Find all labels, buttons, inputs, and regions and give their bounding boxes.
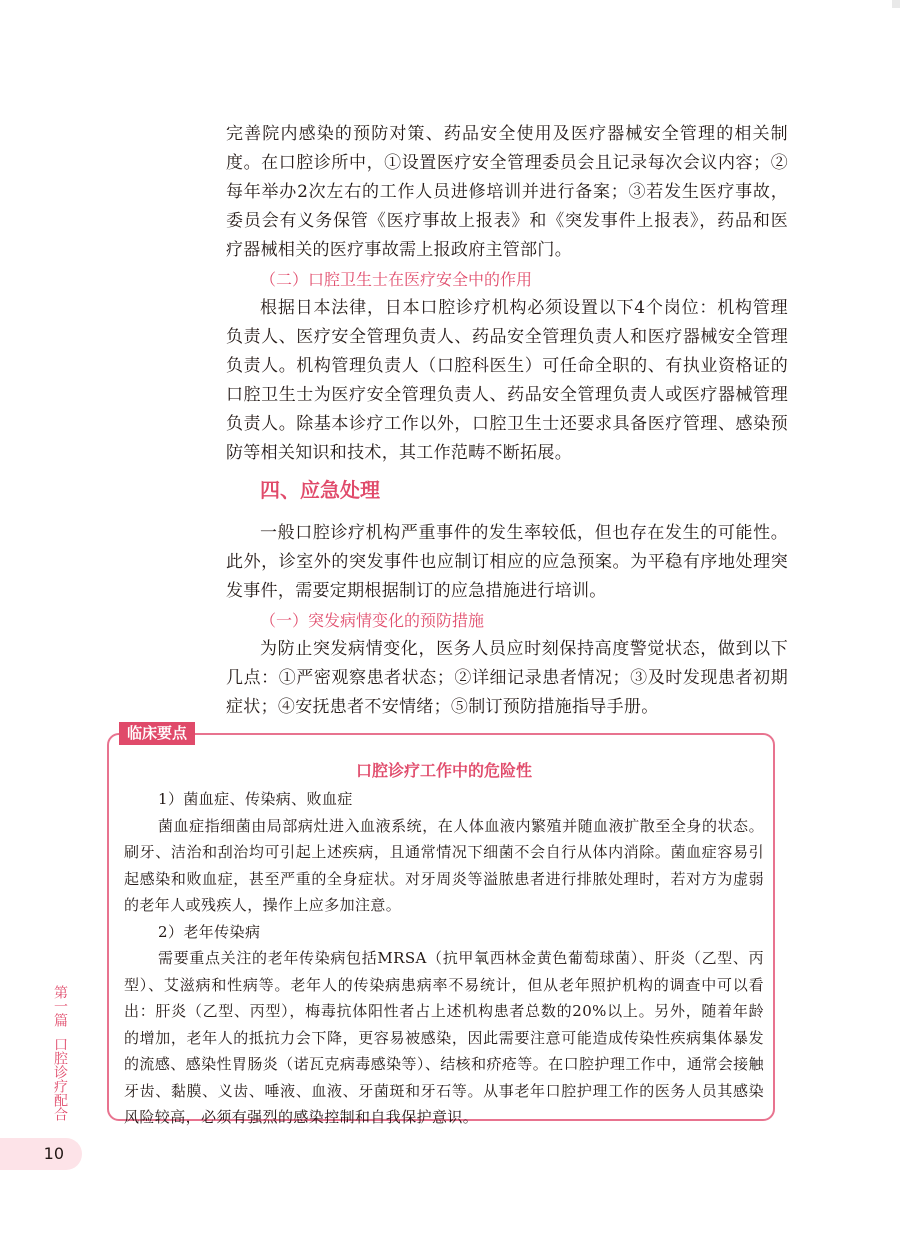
clinical-paragraph-elderly: 需要重点关注的老年传染病包括MRSA（抗甲氧西林金黄色葡萄球菌）、肝炎（乙型、丙型）、艾滋病和性病等。老年人的传染病患病率不易统计，但从老年照护机构的调查中可以看出：肝炎（乙型、丙型），梅毒抗体阳性者占上述机构患者总数的20%以上。另外，随着年龄的增加，老年人的抵抗力会下降，更容易被感染，因此需要注意可能造成传染性疾病集体暴发的流感、感染性胃肠炎（诺瓦克病毒感染等）、结核和疥疮等。在口腔护理工作中，通常会接触牙齿、黏膜、义齿、唾液、血液、牙菌斑和牙石等。从事老年口腔护理工作的医务人员其感染风险较高，必须有强烈的感染控制和自我保护意识。 xyxy=(124,949,764,1126)
page-corner-mark xyxy=(892,0,900,8)
paragraph-safety-system: 完善院内感染的预防对策、药品安全使用及医疗器械安全管理的相关制度。在口腔诊所中，①设置医疗安全管理委员会且记录每次会议内容；②每年举办2次左右的工作人员进修培训并进行备案；③若发生医疗事故，委员会有义务保管《医疗事故上报表》和《突发事件上报表》，药品和医疗器械相关的医疗事故需上报政府主管部门。 xyxy=(226,124,788,260)
clinical-points-label: 临床要点 xyxy=(119,722,195,745)
paragraph-prevention: 为防止突发病情变化，医务人员应时刻保持高度警觉状态，做到以下几点：①严密观察患者状态；②详细记录患者情况；③及时发现患者初期症状；④安抚患者不安情绪；⑤制订预防措施指导手册。 xyxy=(226,639,788,717)
clinical-heading-elderly: 2）老年传染病 xyxy=(158,922,261,941)
clinical-points-content xyxy=(124,760,764,1131)
paragraph-emergency-intro: 一般口腔诊疗机构严重事件的发生率较低，但也存在发生的可能性。此外，诊室外的突发事件也应制订相应的应急预案。为平稳有序地处理突发事件，需要定期根据制订的应急措施进行培训。 xyxy=(226,523,788,601)
subheading-prevention: （一）突发病情变化的预防措施 xyxy=(260,611,485,630)
section-heading-emergency: 四、应急处理 xyxy=(260,478,380,502)
side-part-label: 第一篇 xyxy=(52,985,68,1027)
clinical-points-title: 口腔诊疗工作中的危险性 xyxy=(355,761,532,780)
paragraph-hygienist-role: 根据日本法律，日本口腔诊疗机构必须设置以下4个岗位：机构管理负责人、医疗安全管理负责人、药品安全管理负责人和医疗器械安全管理负责人。机构管理负责人（口腔科医生）可任命全职的、有执业资格证的口腔卫生士为医疗安全管理负责人、药品安全管理负责人或医疗器械管理负责人。除基本诊疗工作以外，口腔卫生士还要求具备医疗管理、感染预防等相关知识和技术，其工作范畴不断拓展。 xyxy=(226,298,788,463)
side-chapter-label: 口腔诊疗配合 xyxy=(52,1037,68,1121)
subheading-hygienist-role: （二）口腔卫生士在医疗安全中的作用 xyxy=(260,270,533,289)
clinical-heading-bacteremia: 1）菌血症、传染病、败血症 xyxy=(158,790,353,808)
clinical-paragraph-bacteremia: 菌血症指细菌由局部病灶进入血液系统，在人体血液内繁殖并随血液扩散至全身的状态。刷牙、洁治和刮治均可引起上述疾病，且通常情况下细菌不会自行从体内消除。菌血症容易引起感染和败血症，甚至严重的全身症状。对牙周炎等溢脓患者进行排脓处理时，若对方为虚弱的老年人或残疾人，操作上应多加注意。 xyxy=(124,816,764,914)
main-text xyxy=(226,120,788,722)
side-chapter-tab xyxy=(46,985,68,1121)
page-number: 10 xyxy=(0,1138,82,1170)
